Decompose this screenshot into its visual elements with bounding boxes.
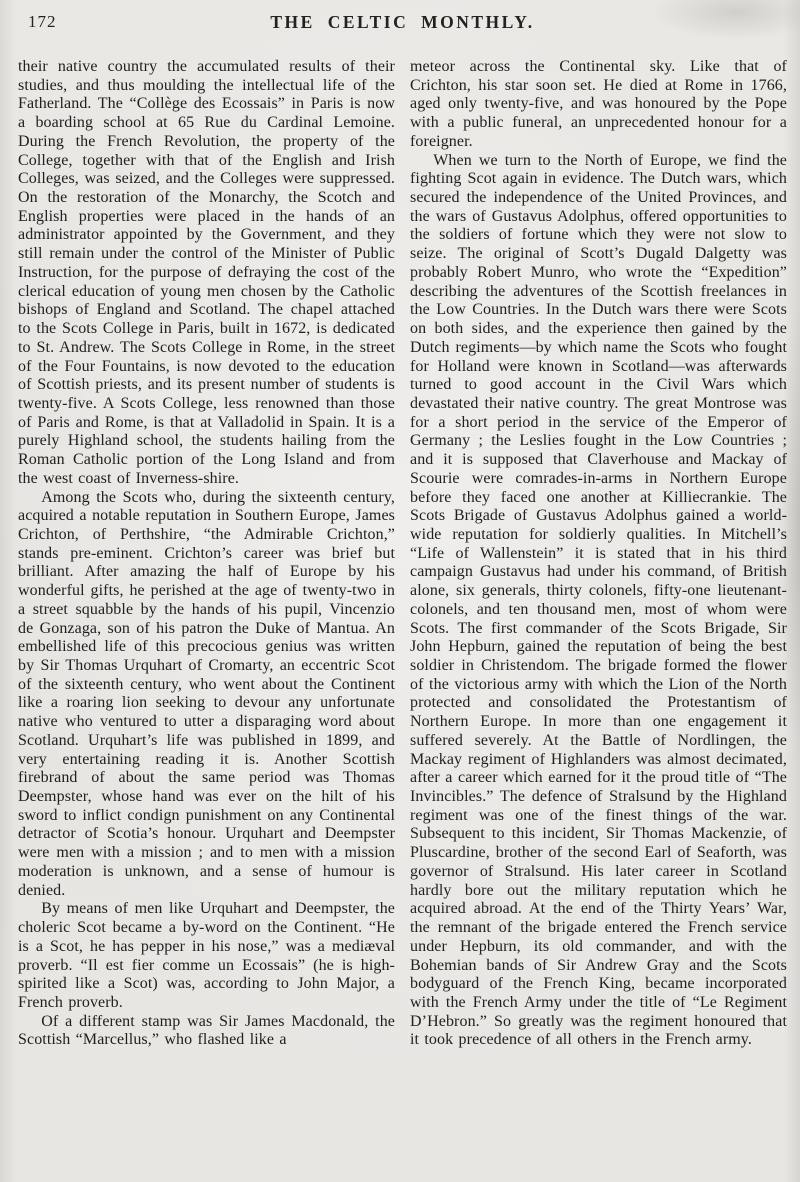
paragraph: meteor across the Continental sky. Like that of Crichton, his star soon set. He died at Rome in 1766, aged only twenty-five, and was honoured by the Pope with a public funeral, an unprecedented honour for a foreigner. <box>410 58 787 150</box>
page-number: 172 <box>28 12 57 31</box>
paragraph: Among the Scots who, during the sixteenth century, acquired a notable reputation in Southern Europe, James Crichton, of Perthshire, “the Admirable Crichton,” stands pre-eminent. Crichton’s career was brief but brilliant. After amazing the half of Europe by his wonderful gifts, he perished at the age of twenty-two in a street squabble by the hands of his pupil, Vincenzio de Gonzaga, son of his patron the Duke of Mantua. An embellished life of this precocious genius was written by Sir Thomas Urquhart of Cromarty, an eccentric Scot of the sixteenth century, who went about the Continent like a roaring lion seeking to devour any unfortunate native who ventured to utter a disparaging word about Scotland. Urquhart’s life was published in 1899, and very entertaining reading it is. Another Scottish firebrand of about the same period was Thomas Deempster, whose hand was ever on the hilt of his sword to inflict condign punishment on any Continental detractor of Scotia’s honour. Urquhart and Deempster were men with a mission ; and to men with a mission moderation is unknown, and a sense of humour is denied. <box>18 488 395 899</box>
two-column-text-body <box>18 58 787 1182</box>
paragraph: By means of men like Urquhart and Deempster, the choleric Scot became a by-word on the Continent. “He is a Scot, he has pepper in his nose,” was a mediæval proverb. “Il est fier comme un Ecossais” (he is high-spirited like a Scot) was, according to John Major, a French proverb. <box>18 900 395 1011</box>
left-column <box>18 58 395 1182</box>
paragraph: their native country the accumulated results of their studies, and thus moulding the intellectual life of the Fatherland. The “Collège des Ecossais” in Paris is now a boarding school at 65 Rue du Cardinal Lemoine. During the French Revolution, the property of the College, together with that of the English and Irish Colleges, was seized, and the Colleges were suppressed. On the restoration of the Monarchy, the Scotch and English properties were placed in the hands of an administrator appointed by the Government, and they still remain under the control of the Minister of Public Instruction, for the purpose of defraying the cost of the clerical education of young men chosen by the Catholic bishops of England and Scotland. The chapel attached to the Scots College in Paris, built in 1672, is dedicated to St. Andrew. The Scots College in Rome, in the street of the Four Fountains, is now devoted to the education of Scottish priests, and its present number of students is twenty-five. A Scots College, less renowned than those of Paris and Rome, is that at Valladolid in Spain. It is a purely Highland school, the students hailing from the Roman Catholic portion of the Long Island and from the west coast of Inverness-shire. <box>18 58 395 487</box>
right-column <box>410 58 787 1182</box>
paragraph: Of a different stamp was Sir James Macdonald, the Scottish “Marcellus,” who flashed like a <box>18 1012 395 1049</box>
paragraph: When we turn to the North of Europe, we find the fighting Scot again in evidence. The Dutch wars, which secured the independence of the United Provinces, and the wars of Gustavus Adolphus, offered opportunities to the soldiers of fortune which they were not slow to seize. The original of Scott’s Dugald Dalgetty was probably Robert Munro, who wrote the “Expedition” describing the adventures of the Scottish freelances in the Low Countries. In the Dutch wars there were Scots on both sides, and the experience then gained by the Dutch regiments—by which name the Scots who fought for Holland were known in Scotland—was afterwards turned to good account in the Civil Wars which devastated their native country. The great Montrose was for a short period in the service of the Emperor of Germany ; the Leslies fought in the Low Countries ; and it is supposed that Claverhouse and Mackay of Scourie were comrades-in-arms in Northern Europe before they faced one another at Killiecrankie. The Scots Brigade of Gustavus Adolphus gained a world-wide reputation for soldierly qualities. In Mitchell’s “Life of Wallenstein” it is stated that in his third campaign Gustavus had under his command, of British alone, six generals, thirty colonels, fifty-one lieutenant-colonels, and ten thousand men, most of whom were Scots. The first commander of the Scots Brigade, Sir John Hepburn, gained the reputation of being the best soldier in Christendom. The brigade formed the flower of the victorious army with which the Lion of the North protected and consolidated the Protestantism of Northern Europe. In more than one engagement it suffered severely. At the Battle of Nordlingen, the Mackay regiment of Highlanders was almost decimated, after a career which earned for it the proud title of “The Invincibles.” The defence of Stralsund by the Highland regiment was one of the finest things of the war. Subsequent to this incident, Sir Thomas Mackenzie, of Pluscardine, brother of the second Earl of Seaforth, was governor of Stralsund. His later career in Scotland hardly bore out the military reputation which he acquired abroad. At the end of the Thirty Years’ War, the remnant of the brigade entered the French service under Hepburn, its old commander, and with the Bohemian bands of Sir Andrew Gray and the Scots bodyguard of the French King, became incorporated with the French Army under the title of “Le Regiment D’Hebron.” So greatly was the regiment honoured that it took precedence of all others in the French army. <box>410 151 787 1049</box>
page-header <box>18 10 787 40</box>
journal-title: THE CELTIC MONTHLY. <box>270 12 535 32</box>
